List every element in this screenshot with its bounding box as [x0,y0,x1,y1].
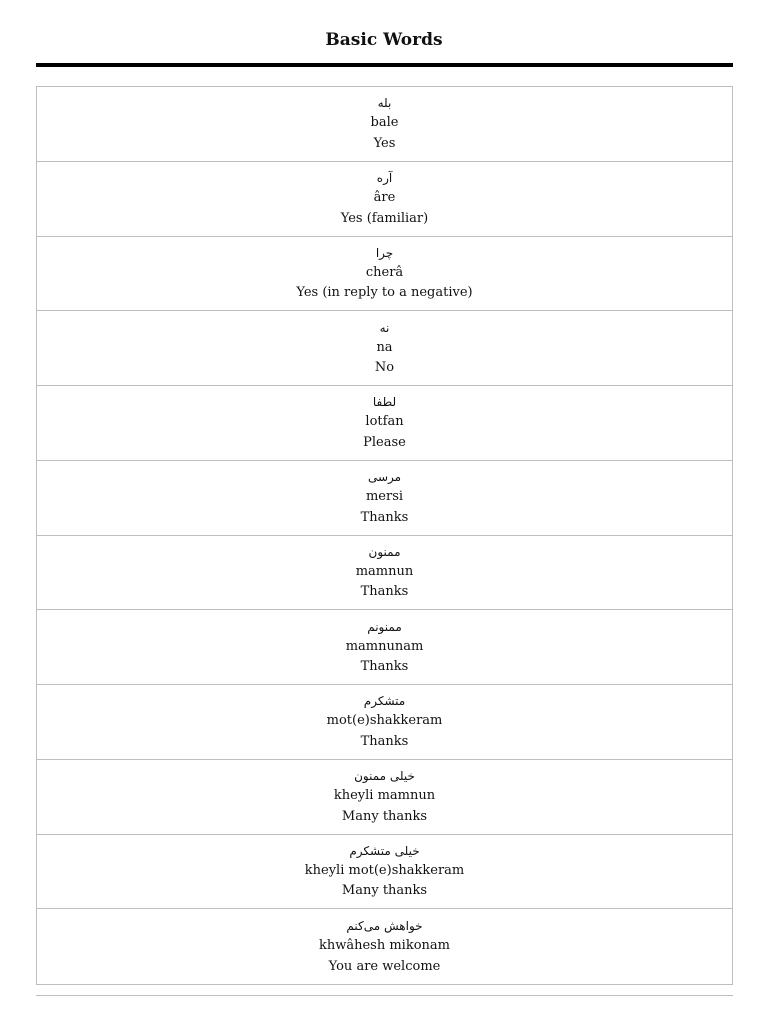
page-title: Basic Words [325,30,443,50]
word-row [37,835,732,910]
english-meaning: Thanks [360,584,409,600]
persian-word: مرسی [367,470,402,485]
transliteration: mot(e)shakkeram [326,713,443,729]
english-meaning: Thanks [360,509,409,525]
persian-word: ممنون [368,544,401,559]
transliteration: âre [373,190,396,206]
persian-word: ممنونم [367,619,402,634]
persian-word: نه [379,320,390,335]
persian-word: لطفا [372,395,397,410]
word-row [37,386,732,461]
word-row [37,760,732,835]
english-meaning: You are welcome [328,958,441,974]
persian-word: آره [376,171,393,186]
title-rule [36,63,733,67]
english-meaning: No [374,360,395,376]
english-meaning: Yes (familiar) [340,210,429,226]
persian-word: چرا [375,245,394,260]
english-meaning: Many thanks [341,883,428,899]
transliteration: lotfan [365,414,404,430]
word-row [37,162,732,237]
transliteration: mersi [365,489,404,505]
english-meaning: Thanks [360,733,409,749]
transliteration: cherâ [365,264,404,280]
transliteration: kheyli mot(e)shakkeram [304,862,465,878]
transliteration: mamnun [355,563,414,579]
word-row [37,237,732,312]
persian-word: بله [377,96,392,111]
persian-word: خیلی ممنون [354,769,415,784]
word-row [37,685,732,760]
transliteration: kheyli mamnun [333,788,436,804]
english-meaning: Thanks [360,659,409,675]
transliteration: mamnunam [345,638,424,654]
english-meaning: Yes [373,135,396,151]
word-row [37,610,732,685]
persian-word: متشکرم [363,694,406,709]
persian-word: خیلی متشکرم [349,843,420,858]
word-row [37,87,732,162]
transliteration: khwâhesh mikonam [318,938,450,954]
english-meaning: Many thanks [341,808,428,824]
transliteration: na [376,339,393,355]
word-row [37,536,732,611]
word-table [36,86,733,985]
english-meaning: Please [363,434,406,450]
word-row [37,461,732,536]
word-row [37,311,732,386]
english-meaning: Yes (in reply to a negative) [296,285,473,301]
bottom-rule [36,995,733,996]
word-row [37,909,732,984]
transliteration: bale [370,115,399,131]
persian-word: خواهش می‌کنم [346,919,423,934]
